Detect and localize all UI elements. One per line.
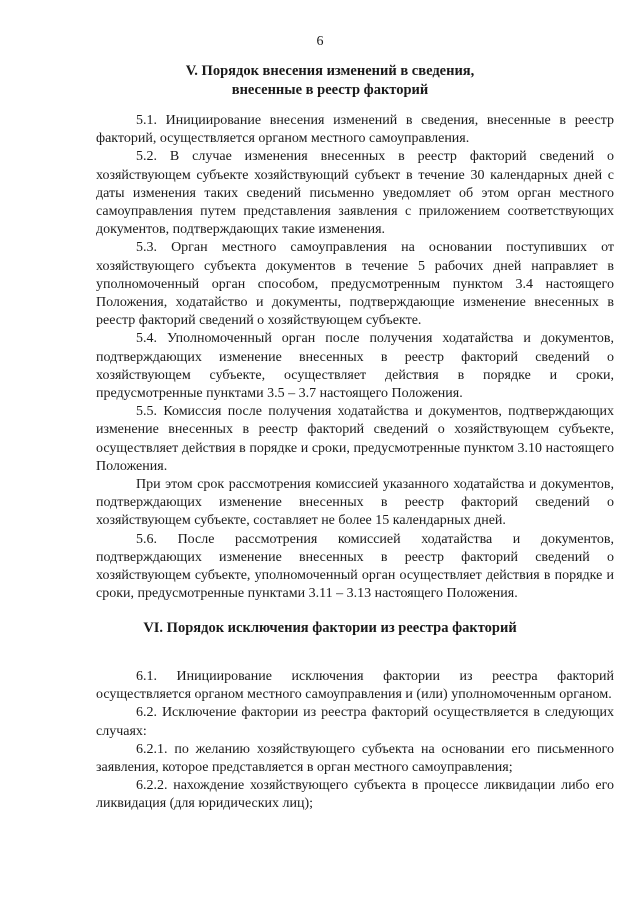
section-5-title [120, 62, 540, 100]
paragraph-5-5-note: При этом срок рассмотрения комиссией указанного ходатайства и документов, подтверждающих изменение внесенных в реестр факторий сведений о хозяйствующем субъекте, составляет не более 15 календарных дней. [96, 477, 614, 529]
paragraph-6-1: 6.1. Инициирование исключения фактории из реестра факторий осуществляется органом местного самоуправления и (или) уполномоченным органом. [96, 669, 614, 703]
section-6-title: VI. Порядок исключения фактории из реестра факторий [143, 620, 517, 636]
section-5-title-line-1: V. Порядок внесения изменений в сведения, [185, 63, 475, 79]
paragraph-6-2-1: 6.2.1. по желанию хозяйствующего субъекта на основании его письменного заявления, которое представляется в орган местного самоуправления; [96, 741, 614, 776]
paragraph-5-3: 5.3. Орган местного самоуправления на основании поступивших от хозяйствующего субъекта документов в течение 5 рабочих дней направляет в уполномоченный орган способом, предусмотренным пунктом 3.4 настоящего Положения, ходатайство и документы, подтверждающие изменение внесенных в реестр факторий сведений о хозяйствующем субъекте. [96, 240, 614, 329]
section-5-body [96, 112, 614, 603]
paragraph-5-5: 5.5. Комиссия после получения ходатайства и документов, подтверждающих изменение внесенных в реестр факторий сведений о хозяйствующем субъекте, осуществляет действия в порядке и сроки, предусмотренные пунктом 3.10 настоящего Положения. [96, 404, 614, 474]
paragraph-5-1: 5.1. Инициирование внесения изменений в сведения, внесенные в реестр факторий, осуществляется органом местного самоуправления. [96, 113, 614, 147]
paragraph-5-6: 5.6. После рассмотрения комиссией ходатайства и документов, подтверждающих изменение внесенных в реестр факторий сведений о хозяйствующем субъекте, уполномоченный орган осуществляет действия в порядке и сроки, предусмотренные пунктами 3.11 – 3.13 настоящего Положения. [96, 531, 614, 602]
paragraph-6-2-2: 6.2.2. нахождение хозяйствующего субъекта в процессе ликвидации либо его ликвидация (для юридических лиц); [96, 778, 614, 812]
page-number: 6 [316, 34, 324, 49]
section-5-title-line-2: внесенные в реестр факторий [231, 82, 429, 98]
paragraph-6-2: 6.2. Исключение фактории из реестра факторий осуществляется в следующих случаях: [96, 705, 614, 739]
section-6-body [96, 668, 614, 814]
paragraph-5-4: 5.4. Уполномоченный орган после получения ходатайства и документов, подтверждающих изменение внесенных в реестр факторий сведений о хозяйствующем субъекте, осуществляет действия в порядке и сроки, предусмотренные пунктами 3.5 – 3.7 настоящего Положения. [96, 331, 614, 402]
paragraph-5-2: 5.2. В случае изменения внесенных в реестр факторий сведений о хозяйствующем субъекте хозяйствующий субъект в течение 30 календарных дней с даты изменения таких сведений письменно уведомляет об этом орган местного самоуправления путем представления заявления с приложением соответствующих документов, подтверждающих такие изменения. [96, 149, 614, 238]
